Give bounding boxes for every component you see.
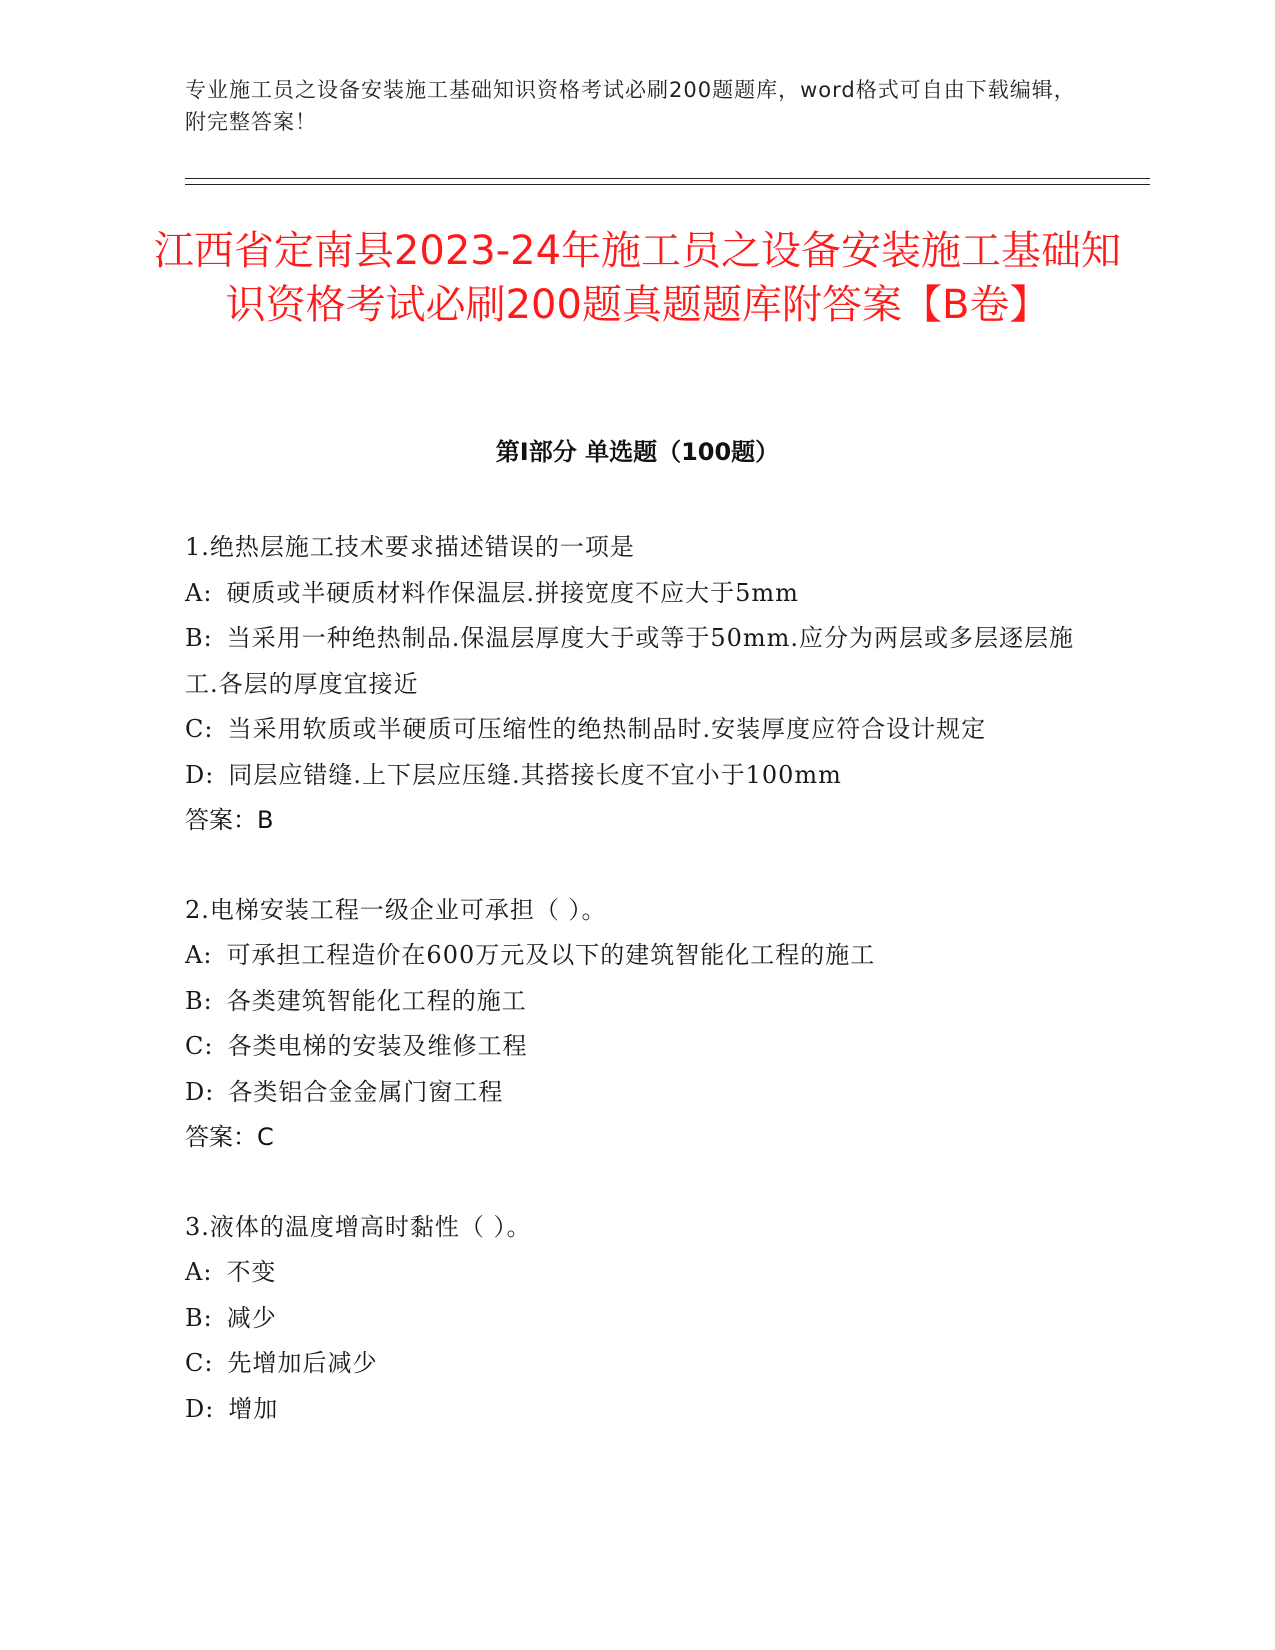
option-b: B: 当采用一种绝热制品.保温层厚度大于或等于50mm.应分为两层或多层逐层施工.各层的厚度宜接近 — [185, 624, 1075, 698]
option-d: D: 增加 — [185, 1394, 279, 1423]
option-d: D: 各类铝合金金属门窗工程 — [185, 1077, 504, 1106]
option-text: 当采用一种绝热制品.保温层厚度大于或等于50mm.应分为两层或多层逐层施工.各层的厚度宜接近 — [185, 624, 1075, 698]
option-text: 各类铝合金金属门窗工程 — [228, 1077, 504, 1106]
option-a: A: 硬质或半硬质材料作保温层.拼接宽度不应大于5mm — [185, 578, 799, 607]
option-key: A — [185, 1258, 204, 1286]
option-text: 可承担工程造价在600万元及以下的建筑智能化工程的施工 — [226, 941, 876, 969]
option-c: C: 各类电梯的安装及维修工程 — [185, 1032, 528, 1060]
option-c: C: 当采用软质或半硬质可压缩性的绝热制品时.安装厚度应符合设计规定 — [185, 715, 987, 743]
option-b: B: 减少 — [185, 1303, 277, 1332]
option-key: A — [185, 578, 204, 607]
document-title: 江西省定南县2023-24年施工员之设备安装施工基础知识资格考试必刷200题真题题库附答案【B卷】 — [153, 228, 1122, 328]
option-key: A — [185, 941, 204, 969]
option-key: C — [185, 1032, 205, 1060]
question-1 — [185, 525, 1090, 844]
option-key: B — [185, 624, 204, 652]
option-text: 同层应错缝.上下层应压缝.其搭接长度不宜小于100mm — [228, 760, 842, 789]
option-key: B — [185, 1303, 204, 1332]
answer: 答案：B — [185, 806, 274, 834]
option-text: 减少 — [226, 1303, 277, 1332]
answer: 答案：C — [185, 1123, 274, 1151]
option-text: 先增加后减少 — [227, 1349, 378, 1377]
option-text: 当采用软质或半硬质可压缩性的绝热制品时.安装厚度应符合设计规定 — [227, 715, 987, 743]
option-key: D — [185, 760, 206, 789]
question-2 — [185, 888, 1090, 1161]
option-key: C — [185, 715, 205, 743]
option-a: A: 不变 — [185, 1258, 277, 1286]
option-text: 各类电梯的安装及维修工程 — [227, 1032, 528, 1060]
option-text: 硬质或半硬质材料作保温层.拼接宽度不应大于5mm — [226, 578, 799, 607]
question-stem: 1.绝热层施工技术要求描述错误的一项是 — [185, 533, 635, 561]
option-key: D — [185, 1077, 206, 1106]
header-note: 专业施工员之设备安装施工基础知识资格考试必刷200题题库，word格式可自由下载编辑，附完整答案！ — [185, 78, 1076, 134]
option-b: B: 各类建筑智能化工程的施工 — [185, 986, 527, 1015]
option-key: B — [185, 986, 204, 1015]
question-stem: 2.电梯安装工程一级企业可承担（ ）。 — [185, 895, 607, 924]
option-text: 不变 — [226, 1258, 277, 1286]
option-text: 各类建筑智能化工程的施工 — [226, 986, 527, 1015]
option-d: D: 同层应错缝.上下层应压缝.其搭接长度不宜小于100mm — [185, 760, 842, 789]
header-rule-bottom — [185, 184, 1150, 185]
header-rule-top — [185, 178, 1150, 179]
option-key: D — [185, 1394, 206, 1423]
question-3 — [185, 1205, 1090, 1433]
question-stem: 3.液体的温度增高时黏性（ ）。 — [185, 1212, 532, 1241]
option-text: 增加 — [228, 1394, 279, 1423]
question-list — [185, 525, 1090, 1476]
option-a: A: 可承担工程造价在600万元及以下的建筑智能化工程的施工 — [185, 941, 876, 969]
option-c: C: 先增加后减少 — [185, 1349, 378, 1377]
section-title: 第I部分 单选题（100题） — [495, 438, 780, 466]
option-key: C — [185, 1349, 205, 1377]
